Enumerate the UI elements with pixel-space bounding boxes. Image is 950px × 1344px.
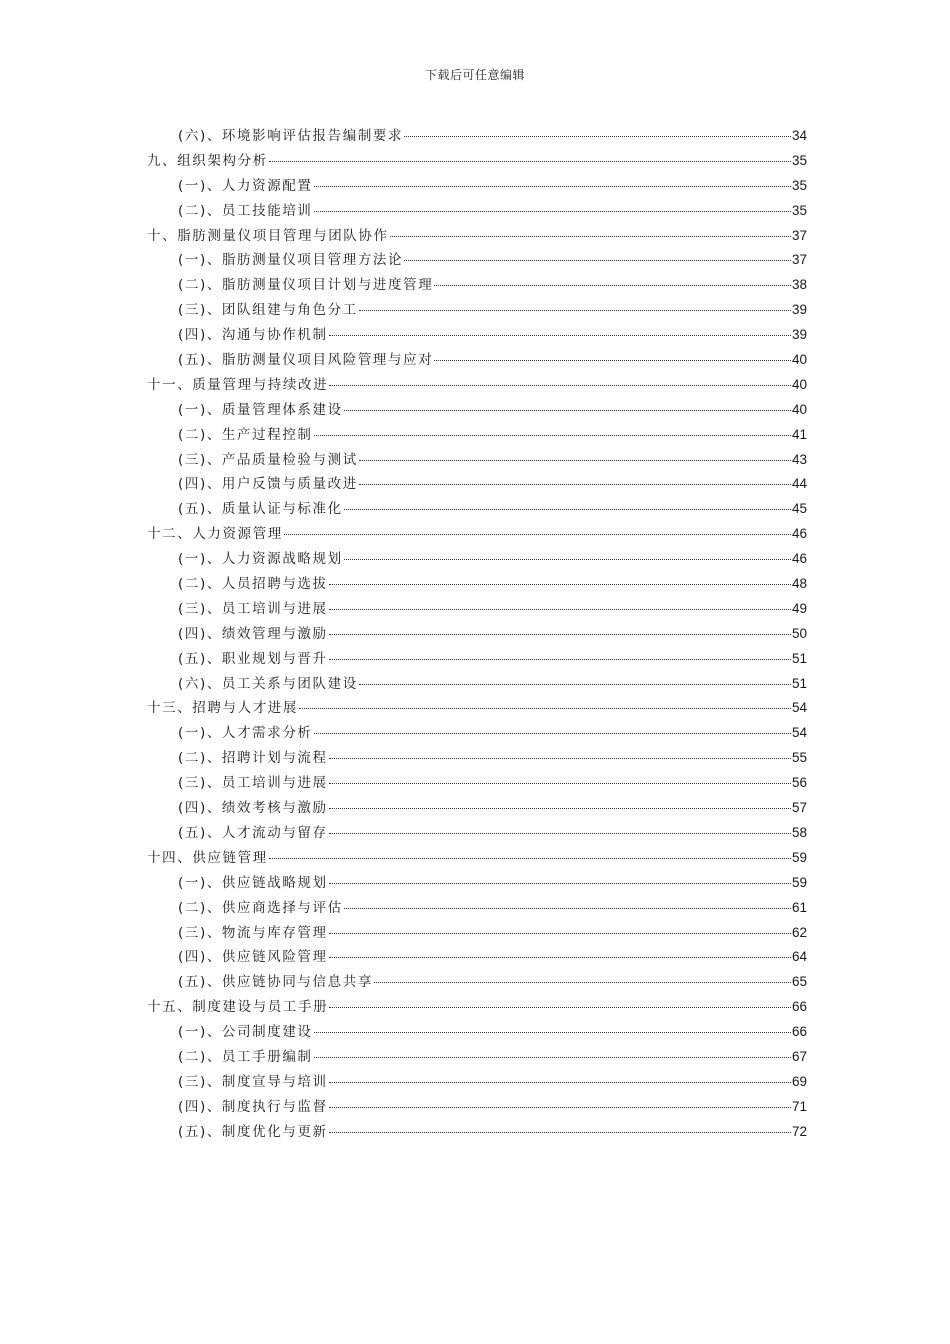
toc-page-number: 49 <box>791 600 807 616</box>
toc-dot-leader <box>269 858 791 859</box>
toc-section-entry[interactable] <box>147 647 807 672</box>
toc-section-entry[interactable] <box>147 348 807 373</box>
toc-section-entry[interactable] <box>147 871 807 896</box>
toc-page-number: 48 <box>791 576 807 592</box>
toc-section-entry[interactable] <box>147 921 807 946</box>
toc-entry-title: 十二、人力资源管理 <box>147 526 283 543</box>
toc-entry-title: (五)、人才流动与留存 <box>178 824 328 841</box>
toc-dot-leader <box>329 1007 791 1008</box>
toc-section-entry[interactable] <box>147 273 807 298</box>
toc-entry-title: 十四、供应链管理 <box>147 849 268 866</box>
toc-dot-leader <box>329 1107 791 1108</box>
toc-dot-leader <box>344 509 791 510</box>
toc-page-number: 64 <box>791 949 807 965</box>
toc-dot-leader <box>314 733 791 734</box>
toc-page-number: 45 <box>791 501 807 517</box>
toc-dot-leader <box>329 584 791 585</box>
toc-dot-leader <box>314 1057 791 1058</box>
toc-entry-title: (三)、产品质量检验与测试 <box>178 451 358 468</box>
toc-page-number: 43 <box>791 451 807 467</box>
toc-section-entry[interactable] <box>147 1045 807 1070</box>
toc-page-number: 58 <box>791 824 807 840</box>
toc-entry-title: (一)、公司制度建设 <box>178 1024 313 1041</box>
toc-page-number: 72 <box>791 1123 807 1139</box>
toc-section-entry[interactable] <box>147 248 807 273</box>
toc-section-entry[interactable] <box>147 970 807 995</box>
toc-page-number: 69 <box>791 1073 807 1089</box>
toc-section-entry[interactable] <box>147 622 807 647</box>
toc-dot-leader <box>329 783 791 784</box>
toc-entry-title: 十五、制度建设与员工手册 <box>147 999 329 1016</box>
toc-section-entry[interactable] <box>147 572 807 597</box>
toc-page-number: 39 <box>791 302 807 318</box>
toc-section-entry[interactable] <box>147 199 807 224</box>
toc-entry-title: (五)、职业规划与晋升 <box>178 650 328 667</box>
toc-dot-leader <box>329 957 791 958</box>
toc-section-entry[interactable] <box>147 796 807 821</box>
toc-entry-title: (一)、质量管理体系建设 <box>178 401 343 418</box>
toc-dot-leader <box>344 410 791 411</box>
toc-dot-leader <box>434 360 791 361</box>
toc-page-number: 46 <box>791 526 807 542</box>
toc-chapter-entry[interactable] <box>147 373 807 398</box>
toc-dot-leader <box>329 1132 791 1133</box>
toc-entry-title: (二)、脂肪测量仪项目计划与进度管理 <box>178 277 434 294</box>
toc-section-entry[interactable] <box>147 298 807 323</box>
toc-dot-leader <box>329 833 791 834</box>
toc-page-number: 54 <box>791 725 807 741</box>
toc-section-entry[interactable] <box>147 1095 807 1120</box>
toc-page-number: 59 <box>791 849 807 865</box>
toc-dot-leader <box>314 435 791 436</box>
toc-entry-title: (二)、招聘计划与流程 <box>178 750 328 767</box>
toc-page-number: 50 <box>791 625 807 641</box>
toc-section-entry[interactable] <box>147 597 807 622</box>
toc-entry-title: (三)、员工培训与进展 <box>178 600 328 617</box>
toc-entry-title: 十三、招聘与人才进展 <box>147 700 298 717</box>
toc-entry-title: (四)、用户反馈与质量改进 <box>178 476 358 493</box>
toc-page-number: 65 <box>791 974 807 990</box>
toc-entry-title: (一)、人才需求分析 <box>178 725 313 742</box>
toc-entry-title: 十一、质量管理与持续改进 <box>147 376 329 393</box>
toc-entry-title: (二)、人员招聘与选拔 <box>178 576 328 593</box>
toc-dot-leader <box>329 335 791 336</box>
toc-dot-leader <box>329 609 791 610</box>
toc-dot-leader <box>329 659 791 660</box>
toc-chapter-entry[interactable] <box>147 995 807 1020</box>
toc-page-number: 44 <box>791 476 807 492</box>
toc-entry-title: 十、脂肪测量仪项目管理与团队协作 <box>147 227 389 244</box>
toc-chapter-entry[interactable] <box>147 149 807 174</box>
toc-dot-leader <box>404 260 791 261</box>
toc-dot-leader <box>329 758 791 759</box>
toc-dot-leader <box>329 385 791 386</box>
toc-entry-title: (一)、供应链战略规划 <box>178 874 328 891</box>
toc-page-number: 40 <box>791 376 807 392</box>
toc-section-entry[interactable] <box>147 547 807 572</box>
toc-entry-title: (四)、制度执行与监督 <box>178 1098 328 1115</box>
toc-section-entry[interactable] <box>147 1120 807 1145</box>
toc-section-entry[interactable] <box>147 945 807 970</box>
toc-entry-title: (四)、绩效考核与激励 <box>178 800 328 817</box>
toc-section-entry[interactable] <box>147 721 807 746</box>
toc-entry-title: (一)、脂肪测量仪项目管理方法论 <box>178 252 404 269</box>
toc-page-number: 51 <box>791 675 807 691</box>
toc-section-entry[interactable] <box>147 497 807 522</box>
toc-entry-title: (六)、员工关系与团队建设 <box>178 675 358 692</box>
toc-entry-title: (四)、供应链风险管理 <box>178 949 328 966</box>
toc-entry-title: (一)、人力资源战略规划 <box>178 551 343 568</box>
toc-entry-title: (二)、生产过程控制 <box>178 426 313 443</box>
toc-page-number: 46 <box>791 551 807 567</box>
toc-dot-leader <box>329 933 791 934</box>
toc-entry-title: (三)、物流与库存管理 <box>178 924 328 941</box>
toc-page-number: 38 <box>791 277 807 293</box>
toc-dot-leader <box>359 484 791 485</box>
toc-section-entry[interactable] <box>147 448 807 473</box>
toc-dot-leader <box>434 285 791 286</box>
toc-dot-leader <box>344 559 791 560</box>
toc-page-number: 56 <box>791 775 807 791</box>
toc-chapter-entry[interactable] <box>147 522 807 547</box>
toc-dot-leader <box>284 534 791 535</box>
toc-page-number: 37 <box>791 252 807 268</box>
toc-section-entry[interactable] <box>147 472 807 497</box>
toc-entry-title: (一)、人力资源配置 <box>178 177 313 194</box>
toc-dot-leader <box>269 161 791 162</box>
table-of-contents <box>147 124 807 1145</box>
toc-page-number: 67 <box>791 1048 807 1064</box>
toc-entry-title: (四)、绩效管理与激励 <box>178 625 328 642</box>
toc-section-entry[interactable] <box>147 323 807 348</box>
toc-section-entry[interactable] <box>147 1070 807 1095</box>
toc-entry-title: (五)、制度优化与更新 <box>178 1123 328 1140</box>
page-header: 下载后可任意编辑 <box>424 68 525 82</box>
toc-section-entry[interactable] <box>147 423 807 448</box>
toc-page-number: 54 <box>791 700 807 716</box>
toc-page-number: 66 <box>791 1024 807 1040</box>
toc-dot-leader <box>329 883 791 884</box>
toc-section-entry[interactable] <box>147 672 807 697</box>
toc-dot-leader <box>314 211 791 212</box>
toc-entry-title: (五)、供应链协同与信息共享 <box>178 974 373 991</box>
toc-chapter-entry[interactable] <box>147 846 807 871</box>
toc-page-number: 71 <box>791 1098 807 1114</box>
toc-dot-leader <box>314 186 791 187</box>
toc-section-entry[interactable] <box>147 821 807 846</box>
toc-dot-leader <box>374 982 791 983</box>
toc-entry-title: (三)、员工培训与进展 <box>178 775 328 792</box>
toc-section-entry[interactable] <box>147 771 807 796</box>
toc-section-entry[interactable] <box>147 746 807 771</box>
toc-dot-leader <box>359 460 791 461</box>
toc-entry-title: (三)、团队组建与角色分工 <box>178 302 358 319</box>
toc-page-number: 40 <box>791 352 807 368</box>
toc-section-entry[interactable] <box>147 398 807 423</box>
toc-entry-title: (三)、制度宣导与培训 <box>178 1073 328 1090</box>
toc-dot-leader <box>299 708 791 709</box>
toc-page-number: 57 <box>791 800 807 816</box>
toc-dot-leader <box>390 236 791 237</box>
toc-chapter-entry[interactable] <box>147 224 807 249</box>
toc-page-number: 61 <box>791 899 807 915</box>
toc-page-number: 66 <box>791 999 807 1015</box>
toc-page-number: 40 <box>791 401 807 417</box>
toc-entry-title: (四)、沟通与协作机制 <box>178 327 328 344</box>
toc-entry-title: 九、组织架构分析 <box>147 152 268 169</box>
toc-page-number: 35 <box>791 152 807 168</box>
toc-page-number: 35 <box>791 177 807 193</box>
toc-entry-title: (二)、员工手册编制 <box>178 1048 313 1065</box>
toc-entry-title: (五)、脂肪测量仪项目风险管理与应对 <box>178 352 434 369</box>
toc-page-number: 35 <box>791 202 807 218</box>
toc-dot-leader <box>329 634 791 635</box>
toc-page-number: 59 <box>791 874 807 890</box>
toc-entry-title: (二)、供应商选择与评估 <box>178 899 343 916</box>
toc-page-number: 39 <box>791 327 807 343</box>
toc-dot-leader <box>359 310 791 311</box>
toc-page-number: 62 <box>791 924 807 940</box>
toc-dot-leader <box>329 1082 791 1083</box>
toc-dot-leader <box>359 684 791 685</box>
toc-page-number: 55 <box>791 750 807 766</box>
toc-section-entry[interactable] <box>147 174 807 199</box>
toc-dot-leader <box>404 136 791 137</box>
toc-section-entry[interactable] <box>147 896 807 921</box>
toc-page-number: 34 <box>791 128 807 143</box>
toc-dot-leader <box>314 1032 791 1033</box>
toc-entry-title: (二)、员工技能培训 <box>178 202 313 219</box>
toc-dot-leader <box>329 808 791 809</box>
toc-section-entry[interactable] <box>147 124 807 149</box>
toc-page-number: 37 <box>791 227 807 243</box>
toc-chapter-entry[interactable] <box>147 696 807 721</box>
toc-page-number: 51 <box>791 650 807 666</box>
toc-page-number: 41 <box>791 426 807 442</box>
toc-section-entry[interactable] <box>147 1020 807 1045</box>
toc-entry-title: (五)、质量认证与标准化 <box>178 501 343 518</box>
toc-entry-title: (六)、环境影响评估报告编制要求 <box>178 128 404 144</box>
toc-dot-leader <box>344 908 791 909</box>
